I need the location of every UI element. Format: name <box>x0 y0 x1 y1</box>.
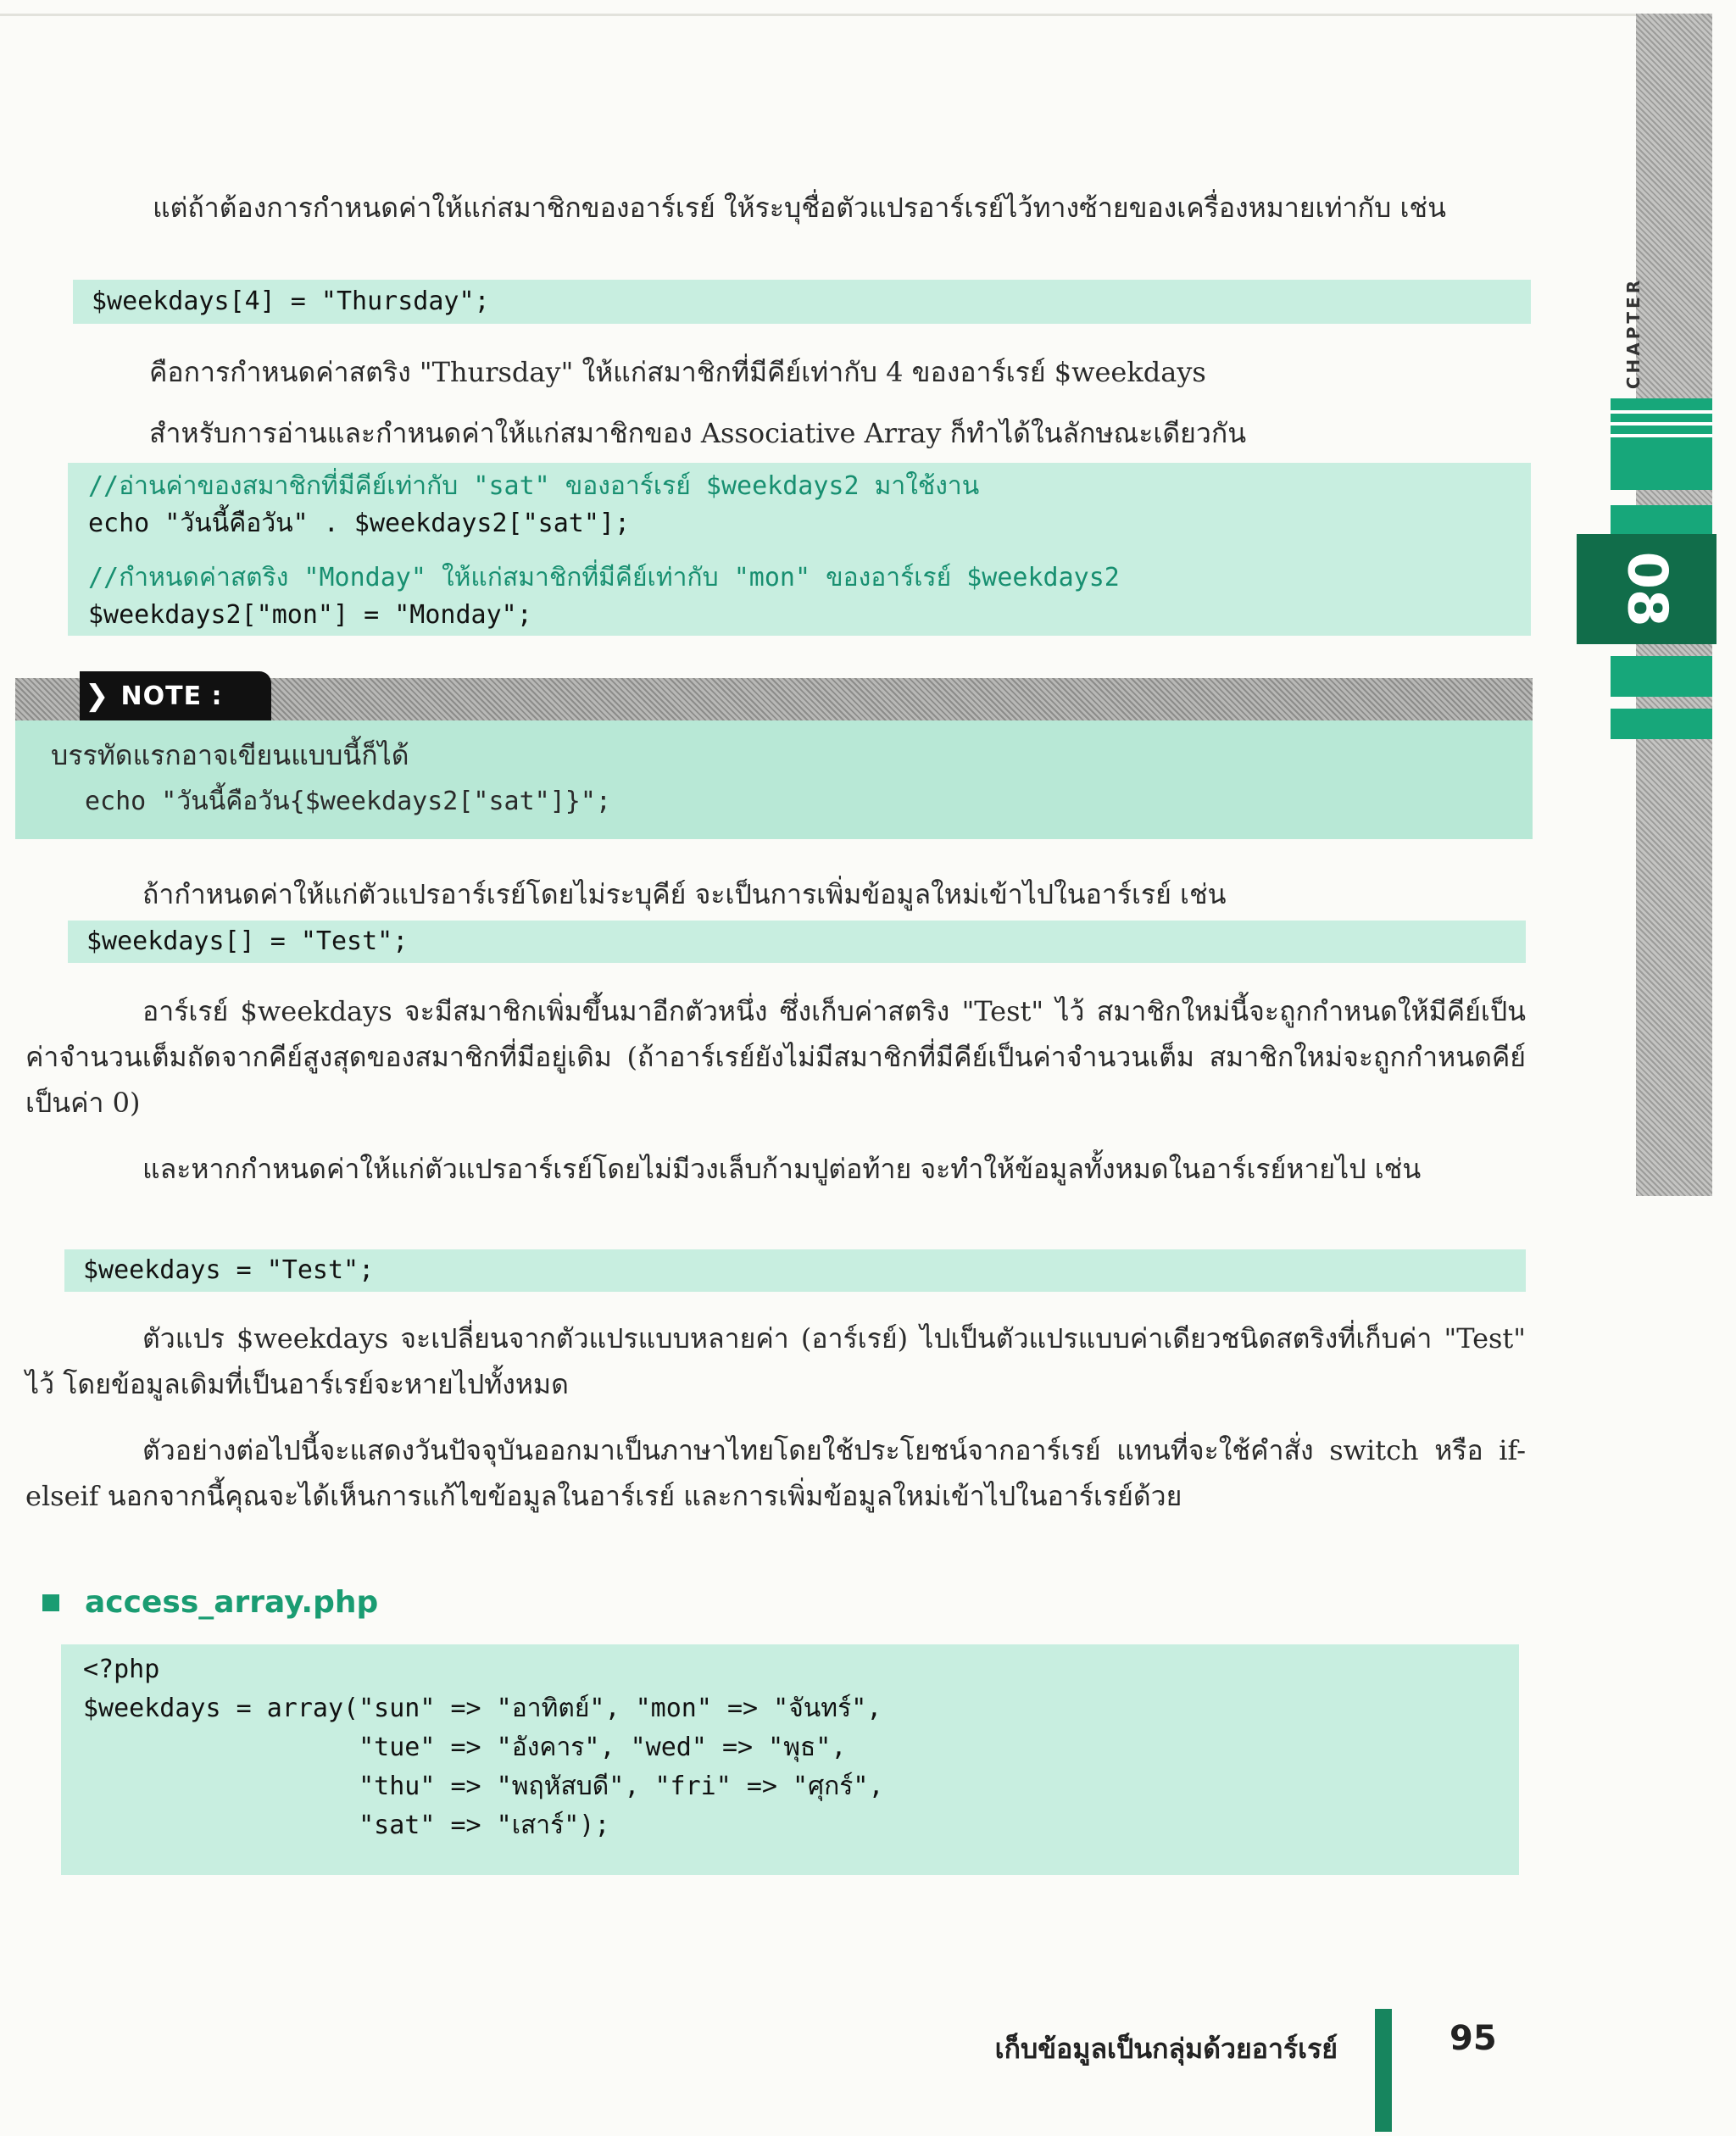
code-block <box>73 280 1531 324</box>
code-line: $weekdays = "Test"; <box>83 1255 375 1285</box>
paragraph: อาร์เรย์ $weekdays จะมีสมาชิกเพิ่มขึ้นมาอีกตัวหนึ่ง ซึ่งเก็บค่าสตริง "Test" ไว้ สมาชิกใหม่นี้จะถูกกำหนดให้มีคีย์เป็นค่าจำนวนเต็มถัดจากคีย์สูงสุดของสมาชิกที่มีอยู่เดิม (ถ้าอาร์เรย์ยังไม่มีสมาชิกที่มีคีย์เป็นค่าจำนวนเต็ม สมาชิกใหม่จะถูกกำหนดคีย์เป็นค่า 0) <box>25 995 1526 1119</box>
code-line: $weekdays[] = "Test"; <box>86 926 409 956</box>
code-block <box>68 463 1531 636</box>
code-block <box>61 1644 1519 1875</box>
chapter-number: 08 <box>1615 551 1678 627</box>
code-line: $weekdays2["mon"] = "Monday"; <box>88 600 532 630</box>
file-heading <box>42 1585 378 1620</box>
chapter-stripe <box>1611 422 1712 426</box>
chapter-green-bar <box>1611 656 1712 697</box>
paragraph: สำหรับการอ่านและกำหนดค่าให้แก่สมาชิกของ Associative Array ก็ทำได้ในลักษณะเดียวกัน <box>149 417 1247 449</box>
square-bullet-icon <box>42 1594 59 1611</box>
paragraph: คือการกำหนดค่าสตริง "Thursday" ให้แก่สมาชิกที่มีคีย์เท่ากับ 4 ของอาร์เรย์ $weekdays <box>149 356 1206 388</box>
paragraph: ตัวอย่างต่อไปนี้จะแสดงวันปัจจุบันออกมาเป็นภาษาไทยโดยใช้ประโยชน์จากอาร์เรย์ แทนที่จะใช้คำสั่ง switch หรือ if-elseif นอกจากนี้คุณจะได้เห็นการแก้ไขข้อมูลในอาร์เรย์ และการเพิ่มข้อมูลใหม่เข้าไปในอาร์เรย์ด้วย <box>25 1434 1526 1512</box>
code-block <box>64 1249 1526 1292</box>
paragraph: และหากกำหนดค่าให้แก่ตัวแปรอาร์เรย์โดยไม่มีวงเล็บก้ามปูต่อท้าย จะทำให้ข้อมูลทั้งหมดในอาร์เรย์หายไป เช่น <box>142 1153 1422 1185</box>
chapter-label: CHAPTER <box>1623 276 1644 390</box>
file-name: access_array.php <box>85 1585 379 1620</box>
code-block <box>68 921 1526 963</box>
footer-rule <box>1375 2009 1392 2132</box>
chapter-label-box <box>1604 270 1663 397</box>
code-line: "sat" => "เสาร์"); <box>83 1811 610 1840</box>
chapter-stripe <box>1611 434 1712 437</box>
code-line: $weekdays = array("sun" => "อาทิตย์", "mon" => "จันทร์", <box>83 1694 882 1723</box>
paragraph: ถ้ากำหนดค่าให้แก่ตัวแปรอาร์เรย์โดยไม่ระบุคีย์ จะเป็นการเพิ่มข้อมูลใหม่เข้าไปในอาร์เรย์ เช่น <box>142 878 1227 910</box>
code-comment: //กำหนดค่าสตริง "Monday" ให้แก่สมาชิกที่มีคีย์เท่ากับ "mon" ของอาร์เรย์ $weekdays2 <box>88 563 1120 592</box>
note-badge <box>80 671 271 720</box>
chapter-stripe <box>1611 410 1712 414</box>
paragraph: แต่ถ้าต้องการกำหนดค่าให้แก่สมาชิกของอาร์เรย์ ให้ระบุชื่อตัวแปรอาร์เรย์ไว้ทางซ้ายของเครื่องหมายเท่ากับ เช่น <box>153 192 1446 224</box>
note-text: บรรทัดแรกอาจเขียนแบบนี้ก็ได้ <box>51 739 409 771</box>
code-line: "tue" => "อังคาร", "wed" => "พุธ", <box>83 1733 847 1762</box>
chapter-green-bar <box>1611 709 1712 739</box>
code-line: "thu" => "พฤหัสบดี", "fri" => "ศุกร์", <box>83 1772 884 1801</box>
code-comment: //อ่านค่าของสมาชิกที่มีคีย์เท่ากับ "sat" ของอาร์เรย์ $weekdays2 มาใช้งาน <box>88 471 980 501</box>
chevron-right-icon: ❯ <box>85 679 109 713</box>
code-line: <?php <box>83 1655 160 1684</box>
chapter-number-box <box>1577 534 1717 644</box>
note-label: NOTE : <box>120 681 223 711</box>
chapter-green-bar <box>1611 505 1712 534</box>
footer-title: เก็บข้อมูลเป็นกลุ่มด้วยอาร์เรย์ <box>994 2033 1338 2065</box>
paragraph: ตัวแปร $weekdays จะเปลี่ยนจากตัวแปรแบบหลายค่า (อาร์เรย์) ไปเป็นตัวแปรแบบค่าเดียวชนิดสตริงที่เก็บค่า "Test" ไว้ โดยข้อมูลเดิมที่เป็นอาร์เรย์จะหายไปทั้งหมด <box>25 1322 1526 1400</box>
page-number: 95 <box>1449 2019 1497 2058</box>
note-box <box>15 720 1533 839</box>
code-line: echo "วันนี้คือวัน" . $weekdays2["sat"]; <box>88 509 631 538</box>
note-code: echo "วันนี้คือวัน{$weekdays2["sat"]}"; <box>85 787 611 816</box>
top-rule <box>0 14 1636 16</box>
code-line: $weekdays[4] = "Thursday"; <box>92 286 490 316</box>
